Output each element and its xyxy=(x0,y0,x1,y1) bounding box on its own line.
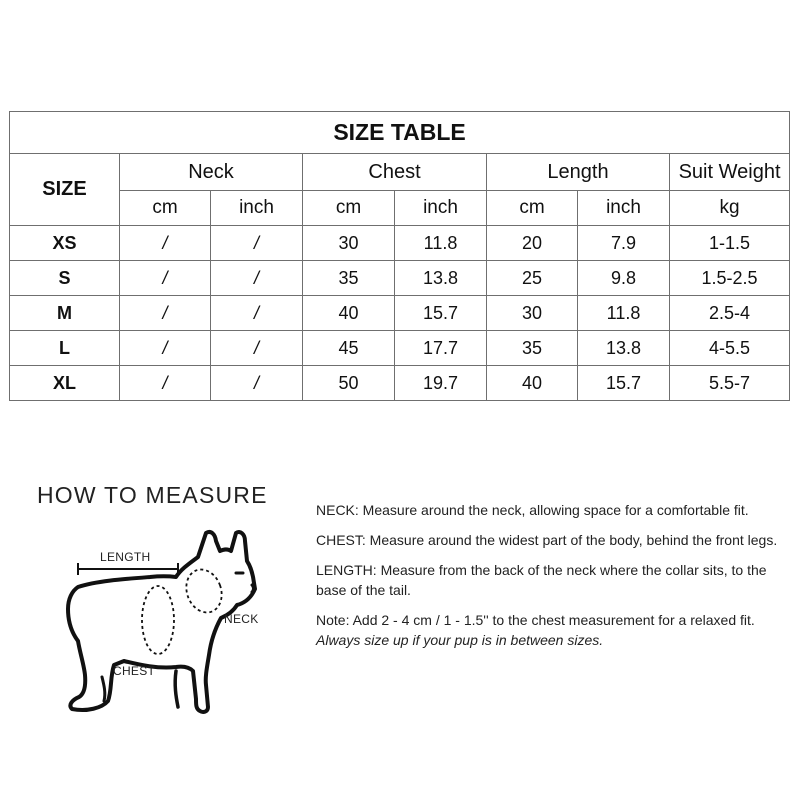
neck-inch-cell: / xyxy=(211,226,303,261)
unit-chest-inch: inch xyxy=(395,191,487,226)
chest-cm-cell: 35 xyxy=(303,261,395,296)
weight-kg-cell: 1-1.5 xyxy=(670,226,790,261)
length-label: LENGTH xyxy=(100,550,151,564)
table-row xyxy=(10,366,790,401)
chest-inch-cell: 19.7 xyxy=(395,366,487,401)
neck-cm-cell: / xyxy=(120,331,211,366)
chest-cm-cell: 30 xyxy=(303,226,395,261)
unit-length-inch: inch xyxy=(578,191,670,226)
length-cm-cell: 20 xyxy=(487,226,578,261)
neck-inch-cell: / xyxy=(211,331,303,366)
length-inch-cell: 7.9 xyxy=(578,226,670,261)
neck-cm-cell: / xyxy=(120,226,211,261)
neck-inch-cell: / xyxy=(211,261,303,296)
table-row xyxy=(10,226,790,261)
suit-weight-header: Suit Weight xyxy=(670,154,790,191)
length-inch-cell: 9.8 xyxy=(578,261,670,296)
size-cell: L xyxy=(10,331,120,366)
unit-neck-cm: cm xyxy=(120,191,211,226)
length-instruction: LENGTH: Measure from the back of the neck where the collar sits, to the base of the tail. xyxy=(316,562,767,598)
length-cm-cell: 25 xyxy=(487,261,578,296)
length-inch-cell: 15.7 xyxy=(578,366,670,401)
length-cm-cell: 40 xyxy=(487,366,578,401)
size-table xyxy=(9,111,790,401)
table-row xyxy=(10,331,790,366)
length-cm-cell: 30 xyxy=(487,296,578,331)
weight-kg-cell: 1.5-2.5 xyxy=(670,261,790,296)
length-inch-cell: 13.8 xyxy=(578,331,670,366)
weight-kg-cell: 2.5-4 xyxy=(670,296,790,331)
neck-inch-cell: / xyxy=(211,366,303,401)
fit-note-line-1: Note: Add 2 - 4 cm / 1 - 1.5'' to the chest measurement for a relaxed fit. xyxy=(316,612,755,628)
chest-inch-cell: 17.7 xyxy=(395,331,487,366)
fit-note-line-2: Always size up if your pup is in between sizes. xyxy=(316,632,604,648)
length-header: Length xyxy=(487,154,670,191)
unit-chest-cm: cm xyxy=(303,191,395,226)
table-row xyxy=(10,261,790,296)
length-cm-cell: 35 xyxy=(487,331,578,366)
chest-inch-cell: 11.8 xyxy=(395,226,487,261)
table-row xyxy=(10,296,790,331)
neck-label: NECK xyxy=(224,612,259,626)
neck-header: Neck xyxy=(120,154,303,191)
fit-note xyxy=(316,610,794,650)
chest-inch-cell: 13.8 xyxy=(395,261,487,296)
size-cell: M xyxy=(10,296,120,331)
neck-cm-cell: / xyxy=(120,296,211,331)
chest-cm-cell: 45 xyxy=(303,331,395,366)
chest-inch-cell: 15.7 xyxy=(395,296,487,331)
chest-label: CHEST xyxy=(113,664,156,678)
size-cell: XS xyxy=(10,226,120,261)
chest-instruction: CHEST: Measure around the widest part of the body, behind the front legs. xyxy=(316,532,778,548)
neck-inch-cell: / xyxy=(211,296,303,331)
size-cell: XL xyxy=(10,366,120,401)
chest-header: Chest xyxy=(303,154,487,191)
unit-neck-inch: inch xyxy=(211,191,303,226)
neck-instruction: NECK: Measure around the neck, allowing space for a comfortable fit. xyxy=(316,502,749,518)
measure-instructions xyxy=(316,500,794,650)
chest-measure-ellipse xyxy=(142,586,174,654)
neck-measure-ellipse xyxy=(181,565,228,618)
unit-length-cm: cm xyxy=(487,191,578,226)
unit-weight-kg: kg xyxy=(670,191,790,226)
weight-kg-cell: 5.5-7 xyxy=(670,366,790,401)
how-to-measure-title: HOW TO MEASURE xyxy=(37,482,268,508)
length-inch-cell: 11.8 xyxy=(578,296,670,331)
neck-cm-cell: / xyxy=(120,261,211,296)
chest-cm-cell: 50 xyxy=(303,366,395,401)
size-cell: S xyxy=(10,261,120,296)
weight-kg-cell: 4-5.5 xyxy=(670,331,790,366)
size-header: SIZE xyxy=(10,154,120,226)
chest-cm-cell: 40 xyxy=(303,296,395,331)
neck-cm-cell: / xyxy=(120,366,211,401)
table-title: SIZE TABLE xyxy=(10,112,790,154)
